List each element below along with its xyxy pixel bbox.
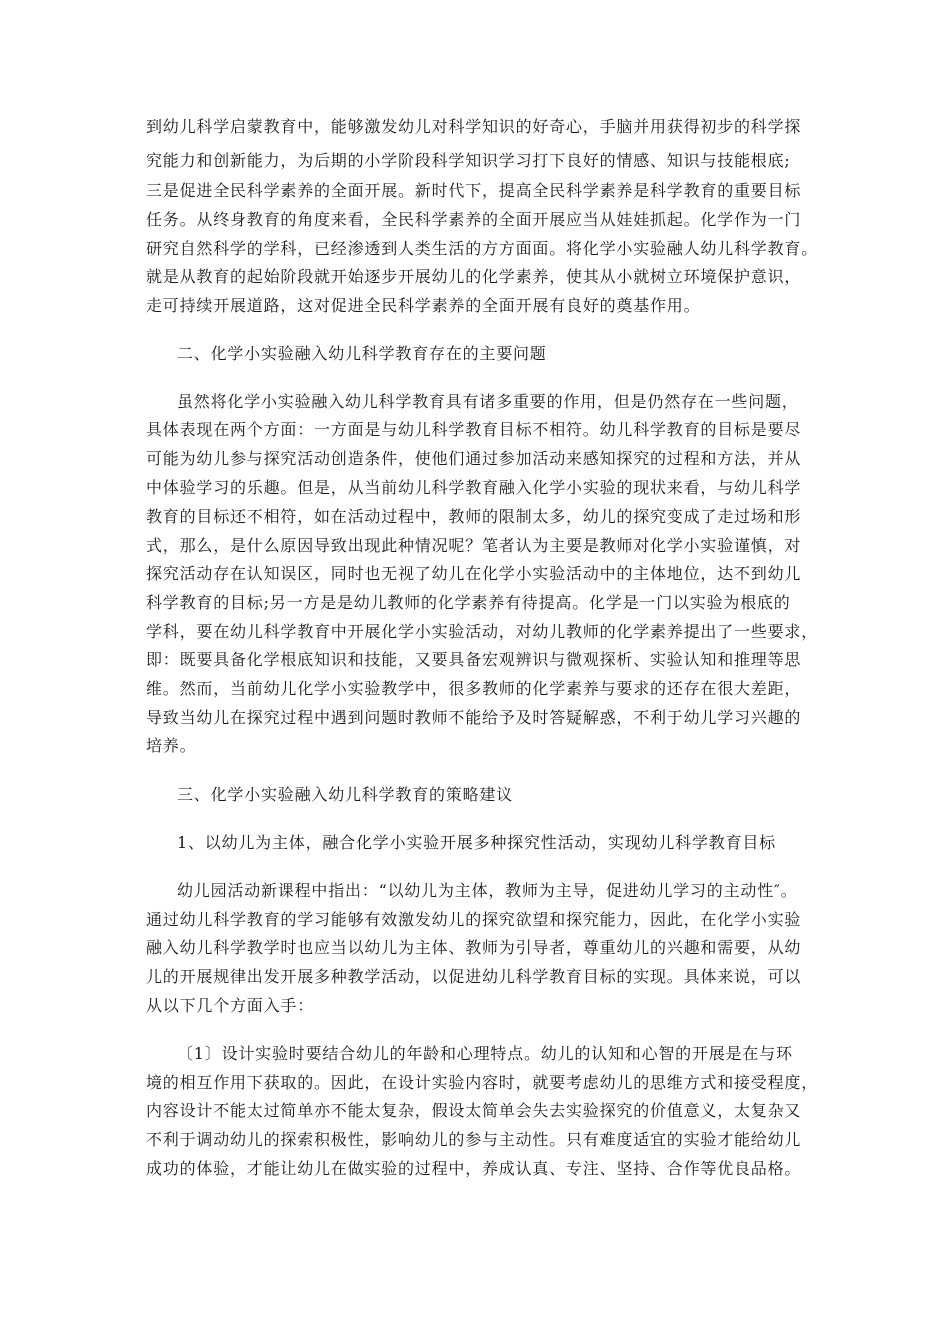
text-line: 培养。 xyxy=(146,736,197,755)
text-line: 儿的开展规律出发开展多种教学活动，以促进幼儿科学教育目标的实现。具体来说，可以 xyxy=(146,967,802,986)
text-line: 境的相互作用下获取的。因此，在设计实验内容时，就要考虑幼儿的思维方式和接受程度， xyxy=(146,1073,819,1092)
text-line: 导致当幼儿在探究过程中遇到问题时教师不能给予及时答疑解惑，不利于幼儿学习兴趣的 xyxy=(146,708,802,727)
text-line: 任务。从终身教育的角度来看，全民科学素养的全面开展应当从娃娃抓起。化学作为一门 xyxy=(146,210,802,229)
text-line: 〔1〕设计实验时要结合幼儿的年龄和心理特点。幼儿的认知和心智的开展是在与环 xyxy=(177,1044,793,1063)
text-line: 幼儿园活动新课程中指出：“以幼儿为主体，教师为主导，促进幼儿学习的主动性″。 xyxy=(177,881,798,900)
text-line: 究能力和创新能力，为后期的小学阶段科学知识学习打下良好的情感、知识与技能根底; xyxy=(146,151,791,170)
text-line: 可能为幼儿参与探究活动创造条件，使他们通过参加活动来感知探究的过程和方法，并从 xyxy=(146,449,802,468)
text-line: 成功的体验，才能让幼儿在做实验的过程中，养成认真、专注、坚持、合作等优良品格。 xyxy=(146,1159,802,1178)
text-line: 虽然将化学小实验融入幼儿科学教育具有诸多重要的作用，但是仍然存在一些问题， xyxy=(177,392,799,411)
text-line: 探究活动存在认知误区，同时也无视了幼儿在化学小实验活动中的主体地位，达不到幼儿 xyxy=(146,564,802,583)
text-line: 维。然而，当前幼儿化学小实验教学中，很多教师的化学素养与要求的还存在很大差距， xyxy=(146,679,802,698)
text-line: 通过幼儿科学教育的学习能够有效激发幼儿的探究欲望和探究能力，因此，在化学小实验 xyxy=(146,910,802,929)
text-line: 融入幼儿科学教学时也应当以幼儿为主体、教师为引导者，尊重幼儿的兴趣和需要，从幼 xyxy=(146,938,802,957)
text-line: 即：既要具备化学根底知识和技能，又要具备宏观辨识与微观探析、实验认知和推理等思 xyxy=(146,650,802,669)
subsection-heading: 1、以幼儿为主体，融合化学小实验开展多种探究性活动，实现幼儿科学教育目标 xyxy=(177,833,776,852)
text-line: 从以下几个方面入手： xyxy=(146,996,315,1015)
text-line: 具体表现在两个方面：一方面是与幼儿科学教育目标不相符。幼儿科学教育的目标是要尽 xyxy=(146,420,802,439)
text-line: 内容设计不能太过简单亦不能太复杂，假设太简单会失去实验探究的价值意义，太复杂又 xyxy=(146,1101,802,1120)
text-line: 三是促进全民科学素养的全面开展。新时代下，提高全民科学素养是科学教育的重要目标 xyxy=(146,181,802,200)
text-line: 不利于调动幼儿的探索积极性，影响幼儿的参与主动性。只有难度适宜的实验才能给幼儿 xyxy=(146,1130,802,1149)
text-line: 到幼儿科学启蒙教育中，能够激发幼儿对科学知识的好奇心，手脑并用获得初步的科学探 xyxy=(146,117,802,136)
text-line: 就是从教育的起始阶段就开始逐步开展幼儿的化学素养，使其从小就树立环境保护意识， xyxy=(146,267,802,286)
text-line: 中体验学习的乐趣。但是，从当前幼儿科学教育融入化学小实验的现状来看，与幼儿科学 xyxy=(146,478,802,497)
text-line: 走可持续开展道路，这对促进全民科学素养的全面开展有良好的奠基作用。 xyxy=(146,296,701,315)
text-line: 研究自然科学的学科，已经渗透到人类生活的方方面面。将化学小实验融人幼儿科学教育。 xyxy=(146,239,819,258)
text-line: 科学教育的目标;另一方是是幼儿教师的化学素养有待提高。化学是一门以实验为根底的 xyxy=(146,593,791,612)
section-heading: 二、化学小实验融入幼儿科学教育存在的主要问题 xyxy=(177,344,547,363)
text-line: 学科，要在幼儿科学教育中开展化学小实验活动，对幼儿教师的化学素养提出了一些要求， xyxy=(146,622,819,641)
text-line: 式，那么，是什么原因导致出现此种情况呢？笔者认为主要是教师对化学小实验谨慎，对 xyxy=(146,536,802,555)
section-heading: 三、化学小实验融入幼儿科学教育的策略建议 xyxy=(177,785,514,804)
text-line: 教育的目标还不相符，如在活动过程中，教师的限制太多，幼儿的探究变成了走过场和形 xyxy=(146,507,802,526)
